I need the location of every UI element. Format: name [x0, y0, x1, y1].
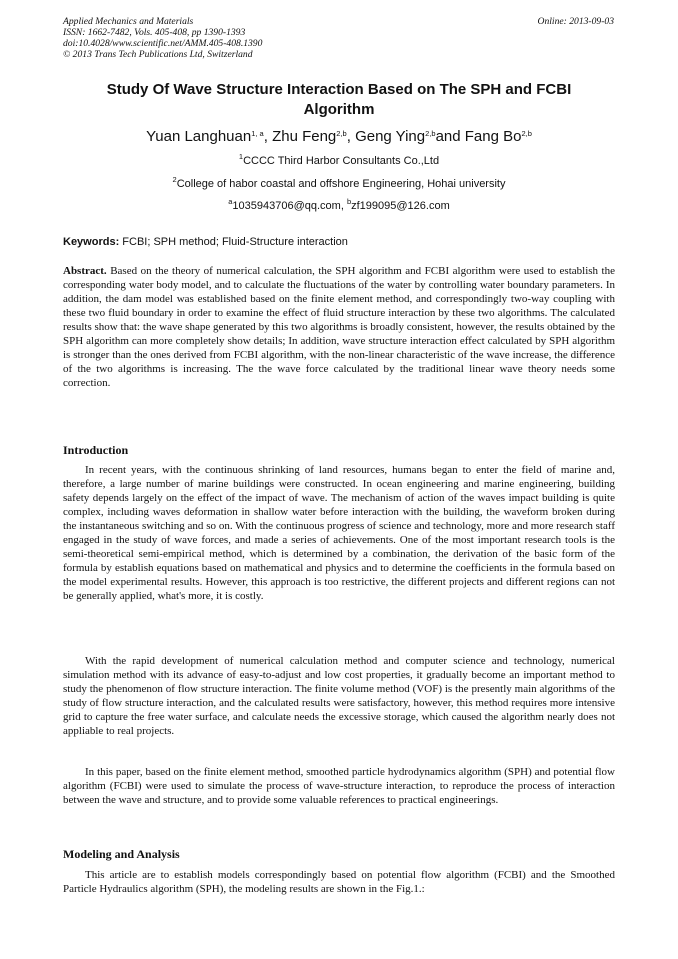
- abstract-text: Based on the theory of numerical calculation, the SPH algorithm and FCBI algorithm were used to establish the corresponding water body model, and to calculate the fluctuations of the water by controlling water boundary parameters. In addition, the dam model was established based on the finite element method, and correspondingly two-way coupling with these two fluid boundary in order to examine the effect of fluid structure interaction by these two algorithms. The calculated results show that: the wave shape generated by this two algorithms is broadly consistent, however, the results obtained by the SPH algorithm can more completely show details; In addition, wave structure interaction effect calculated by SPH algorithm is stronger than the ones derived from FCBI algorithm, with the non-linear characteristic of the wave increase, the difference of the two algorithms is increasing. The the wave force calculated by the traditional linear wave theory needs some correction.: [63, 265, 615, 390]
- intro-paragraph-2: With the rapid development of numerical calculation method and computer science and technology, numerical simulation method with its advance of easy-to-adjust and low cost properties, it gradually become an important method to study the phenomenon of flow structure interaction. The finite volume method (VOF) is the presently main algorithms of the study of flow structure interaction, and the calculated results were satisfactory, however, this method requires more intensive grid to capture the free water surface, and calculate needs the excessive storage, which caused the algorithm nearly does not appliable to real projects.: [63, 655, 615, 738]
- keywords-label: Keywords:: [63, 236, 120, 248]
- doi-line: doi:10.4028/www.scientific.net/AMM.405-408.1390: [63, 38, 263, 49]
- journal-name: Applied Mechanics and Materials: [63, 16, 194, 27]
- online-date: Online: 2013-09-03: [537, 16, 614, 27]
- affiliation-2: $^2$College of habor coastal and offshore Engineering, Hohai university: [172, 175, 506, 190]
- author-affiliation-mark: 2,b: [336, 129, 347, 138]
- abstract-label: Abstract.: [63, 265, 107, 277]
- section-heading-introduction: Introduction: [63, 443, 129, 457]
- author-name: Geng Ying: [355, 128, 426, 145]
- journal-header: [63, 16, 262, 60]
- email-line: $^a$1035943706@qq.com, $^b$zf199095@126.com: [228, 197, 450, 212]
- paper-title: Study Of Wave Structure Interaction Based on The SPH and FCBI Algorithm: [106, 81, 572, 118]
- modeling-paragraph-1: This article are to establish models correspondingly based on potential flow algorithm (FCBI) and the Smoothed Particle Hydraulics algorithm (SPH), the modeling results are shown in the Fig.1.:: [63, 869, 615, 896]
- author-name: Fang Bo: [464, 128, 522, 145]
- intro-paragraph-1: In recent years, with the continuous shrinking of land resources, humans began to enter the field of marine and, therefore, a large number of marine buildings were constructed. In ocean engineering and marine engineering, building safety depends largely on the effect of the impact of wave. The mechanism of action of the waves impact building is quite complex, including waves deformation in shallow water before interaction with the building, the waveform broken during the instantaneous switching and so on. With the continuous progress of science and technology, more and more research staff engaged in the study of wave forces, and made a series of achievements. One of the most important research tools is the semi-theoretical semi-empirical method, which is determined by a combination, the derivation of the basic form of the formula by establish equations based on mathematical and physics and to determine the coefficients in the formula based on the model experimental results. However, this approach is too restrictive, the different projects and different regions can not be generally applied, what's more, it is costly.: [63, 464, 615, 603]
- section-heading-modeling: Modeling and Analysis: [63, 847, 180, 861]
- affiliation-1: $^1$CCCC Third Harbor Consultants Co.,Ltd: [238, 152, 440, 167]
- author-name: Yuan Langhuan: [146, 128, 252, 145]
- author-name: Zhu Feng: [272, 128, 337, 145]
- keywords: [63, 235, 615, 249]
- keywords-text: FCBI; SPH method; Fluid-Structure interaction: [119, 236, 348, 248]
- abstract: [63, 264, 615, 390]
- author-affiliation-mark: 2,b: [425, 129, 436, 138]
- intro-paragraph-3: In this paper, based on the finite element method, smoothed particle hydrodynamics algorithm (SPH) and potential flow algorithm (FCBI) were used to simulate the process of wave-structure interaction, to reproduce the process of interaction between the wave and structure, and to provide some valuable references to practical engineerings.: [63, 766, 615, 807]
- author-affiliation-mark: 2,b: [521, 129, 532, 138]
- copyright-line: © 2013 Trans Tech Publications Ltd, Switzerland: [63, 49, 253, 60]
- issn-line: ISSN: 1662-7482, Vols. 405-408, pp 1390-1393: [63, 27, 246, 38]
- author-affiliation-mark: 1, a: [251, 129, 264, 138]
- author-line: Yuan Langhuan$^{1, a}$, Zhu Feng$^{2,b}$, Geng Ying$^{2,b}$and Fang Bo$^{2,b}$: [146, 128, 532, 145]
